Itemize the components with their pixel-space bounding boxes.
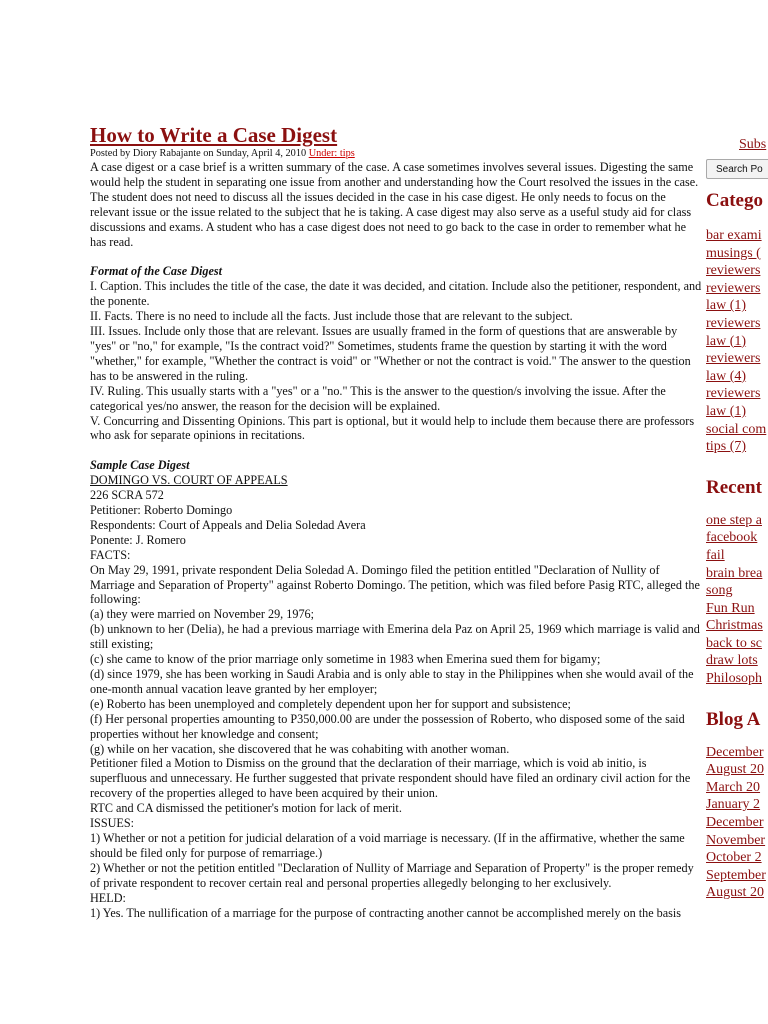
archive-link[interactable]: September (706, 867, 766, 883)
recent-post-link[interactable]: Philosoph (706, 671, 763, 687)
category-item (706, 333, 768, 351)
categories-list (706, 227, 768, 456)
format-item: II. Facts. There is no need to include all the facts. Just include those that are relevant to the subject. (90, 309, 573, 324)
category-link[interactable]: bar exami (706, 228, 762, 243)
recent-post-link[interactable]: Christmas (706, 618, 763, 634)
recent-post-item (706, 600, 768, 618)
post-byline: Posted by Diory Rabajante on Sunday, April 4, 2010 (90, 148, 309, 159)
archive-item (706, 796, 768, 814)
case-line: 2) Whether or not the petition entitled "Declaration of Nullity of Marriage and Separation of Property" is the proper remedy of private respondent to recover certain real and personal properties allegedly belonging to her exclusively. (90, 860, 694, 890)
category-link[interactable]: reviewers (706, 315, 761, 331)
archive-link[interactable]: October 2 (706, 850, 762, 866)
category-link[interactable]: social com (706, 421, 767, 437)
recent-posts-list (706, 512, 768, 688)
archive-item (706, 884, 768, 902)
format-item: I. Caption. This includes the title of the case, the date it was decided, and citation. Include also the petitioner, respondent, and the ponente. (90, 279, 702, 309)
case-line: Petitioner: Roberto Domingo (90, 503, 233, 518)
category-item (706, 262, 768, 280)
recent-post-link[interactable]: Fun Run (706, 600, 755, 616)
case-line: ISSUES: (90, 816, 135, 831)
archive-link[interactable]: December (706, 744, 764, 760)
case-line: Ponente: J. Romero (90, 532, 186, 547)
intro-paragraph: A case digest or a case brief is a written summary of the case. A case sometimes involves several issues. Digesting the same would help the student in separating one issue from another and understanding how the Court resolved the issues in the case. The student does not need to discuss all the issues decided in the case in his case digest. He only needs to focus on the relevant issue or the issue related to the subject that he is taking. A case digest may also serve as a useful study aid for class discussions and exams. A student who has a case digest does not need to go back to the case in order to remember what he has read. (90, 160, 699, 249)
post-label-link[interactable]: Under: tips (308, 148, 355, 159)
recent-post-item (706, 617, 768, 635)
category-link[interactable]: law (1) (706, 403, 747, 419)
recent-post-item (706, 652, 768, 670)
category-link[interactable]: reviewers (706, 386, 761, 402)
recent-post-item (706, 635, 768, 653)
category-item (706, 421, 768, 439)
recent-post-item (706, 670, 768, 688)
case-line: RTC and CA dismissed the petitioner's motion for lack of merit. (90, 801, 402, 816)
category-item (706, 368, 768, 386)
category-link[interactable]: reviewers (706, 351, 761, 367)
categories-heading: Catego (706, 190, 763, 211)
category-link[interactable]: law (4) (706, 368, 747, 384)
category-link[interactable]: reviewers (706, 263, 761, 279)
case-line: (c) she came to know of the prior marriage only sometime in 1983 when Emerina sued them for bigamy; (90, 652, 601, 667)
post-title-link[interactable]: How to Write a Case Digest (90, 123, 338, 147)
category-item (706, 403, 768, 421)
category-item (706, 315, 768, 333)
format-item: V. Concurring and Dissenting Opinions. This part is optional, but it would help to include them because there are professors who ask for separate opinions in recitations. (90, 413, 695, 443)
archive-item (706, 867, 768, 885)
case-line: 226 SCRA 572 (90, 488, 164, 503)
category-link[interactable]: reviewers (706, 280, 761, 296)
archive-link[interactable]: August 20 (706, 762, 764, 778)
category-item (706, 297, 768, 315)
post-title (90, 122, 702, 148)
case-line: (d) since 1979, she has been working in Saudi Arabia and is only able to stay in the Philippines when she would avail of the one-month annual vacation leave granted by her employer; (90, 667, 694, 696)
archive-item (706, 814, 768, 832)
case-line: (e) Roberto has been unemployed and completely dependent upon her for support and subsistence; (90, 696, 571, 711)
case-line: (b) unknown to her (Delia), he had a previous marriage with Emerina dela Paz on April 25, 1969 which marriage is valid and still existing; (90, 622, 700, 652)
case-line: HELD: (90, 890, 126, 905)
archive-link[interactable]: November (706, 832, 766, 848)
search-posts-button[interactable]: Search Po (706, 159, 768, 179)
archive-list (706, 744, 768, 902)
archive-item (706, 832, 768, 850)
sidebar (706, 136, 768, 902)
recent-post-item (706, 582, 768, 600)
post-meta (90, 148, 702, 160)
case-line: (g) while on her vacation, she discovered that he was cohabiting with another woman. (90, 741, 510, 756)
blog-archive-heading: Blog A (706, 708, 761, 730)
recent-post-item (706, 547, 768, 565)
recent-post-link[interactable]: fail (706, 547, 725, 563)
case-line: 1) Yes. The nullification of a marriage for the purpose of contracting another cannot be accomplished merely on the basis (90, 905, 682, 920)
category-item (706, 280, 768, 298)
format-heading: Format of the Case Digest (90, 264, 223, 279)
sample-heading: Sample Case Digest (90, 458, 190, 473)
archive-item (706, 761, 768, 779)
category-item (706, 385, 768, 403)
category-link[interactable]: tips (7) (706, 439, 747, 455)
recent-post-link[interactable]: draw lots (706, 653, 758, 669)
recent-post-link[interactable]: one step a (706, 512, 762, 528)
recent-posts-heading: Recent (706, 476, 762, 498)
archive-item (706, 849, 768, 867)
recent-post-item (706, 529, 768, 547)
archive-item (706, 744, 768, 762)
category-item (706, 350, 768, 368)
case-line: On May 29, 1991, private respondent Delia Soledad A. Domingo filed the petition entitled "Declaration of Nullity of Marriage and Separation of Property" against Roberto Domingo. The petition, which was filed before Pasig RTC, alleged the following: (90, 562, 700, 607)
case-line: (f) Her personal properties amounting to P350,000.00 are under the possession of Roberto, who disposed some of the said properties without her knowledge and consent; (90, 711, 685, 741)
recent-post-item (706, 565, 768, 583)
case-line: FACTS: (90, 547, 131, 562)
subscribe-link[interactable]: Subs (739, 137, 767, 152)
case-line: Petitioner filed a Motion to Dismiss on the ground that the declaration of their marriage, which is void ab initio, is superfluous and unnecessary. He further suggested that private respondent should have filed an ordinary civil action for the recovery of the properties alleged to have been acquired by their union. (90, 756, 691, 801)
case-line: (a) they were married on November 29, 1976; (90, 607, 315, 622)
case-title: DOMINGO VS. COURT OF APPEALS (90, 473, 288, 488)
archive-link[interactable]: December (706, 815, 764, 831)
recent-post-item (706, 512, 768, 530)
recent-post-link[interactable]: back to sc (706, 635, 762, 651)
category-link[interactable]: law (1) (706, 333, 747, 349)
post-body (90, 122, 702, 920)
recent-post-link[interactable]: song (706, 583, 733, 599)
category-item (706, 227, 768, 245)
format-item: III. Issues. Include only those that are relevant. Issues are usually framed in the form of questions that are answerable by "yes" or "no," for example, "Is the contract void?" Sometimes, students frame the question by starting it with the word "whether," for example, "Whether the contract is void" or "Whether or not the contract is void." The answer to the question has to be answered in the ruling. (90, 324, 691, 383)
case-line: Respondents: Court of Appeals and Delia Soledad Avera (90, 517, 366, 532)
archive-link[interactable]: January 2 (706, 797, 761, 813)
category-item (706, 438, 768, 456)
category-link[interactable]: law (1) (706, 298, 747, 314)
recent-post-link[interactable]: brain brea (706, 565, 763, 581)
archive-link[interactable]: August 20 (706, 885, 764, 901)
archive-link[interactable]: March 20 (706, 779, 761, 795)
archive-item (706, 779, 768, 797)
category-item (706, 245, 768, 263)
format-item: IV. Ruling. This usually starts with a "yes" or a "no." This is the answer to the question/s involving the issue. After the categorical yes/no answer, the reason for the decision will be explained. (90, 383, 666, 413)
recent-post-link[interactable]: facebook (706, 530, 758, 546)
category-link[interactable]: musings ( (706, 245, 761, 261)
case-line: 1) Whether or not a petition for judicial delaration of a void marriage is necessary. (If in the affirmative, whether the same should be filed only for purpose of remarriage.) (90, 830, 685, 860)
